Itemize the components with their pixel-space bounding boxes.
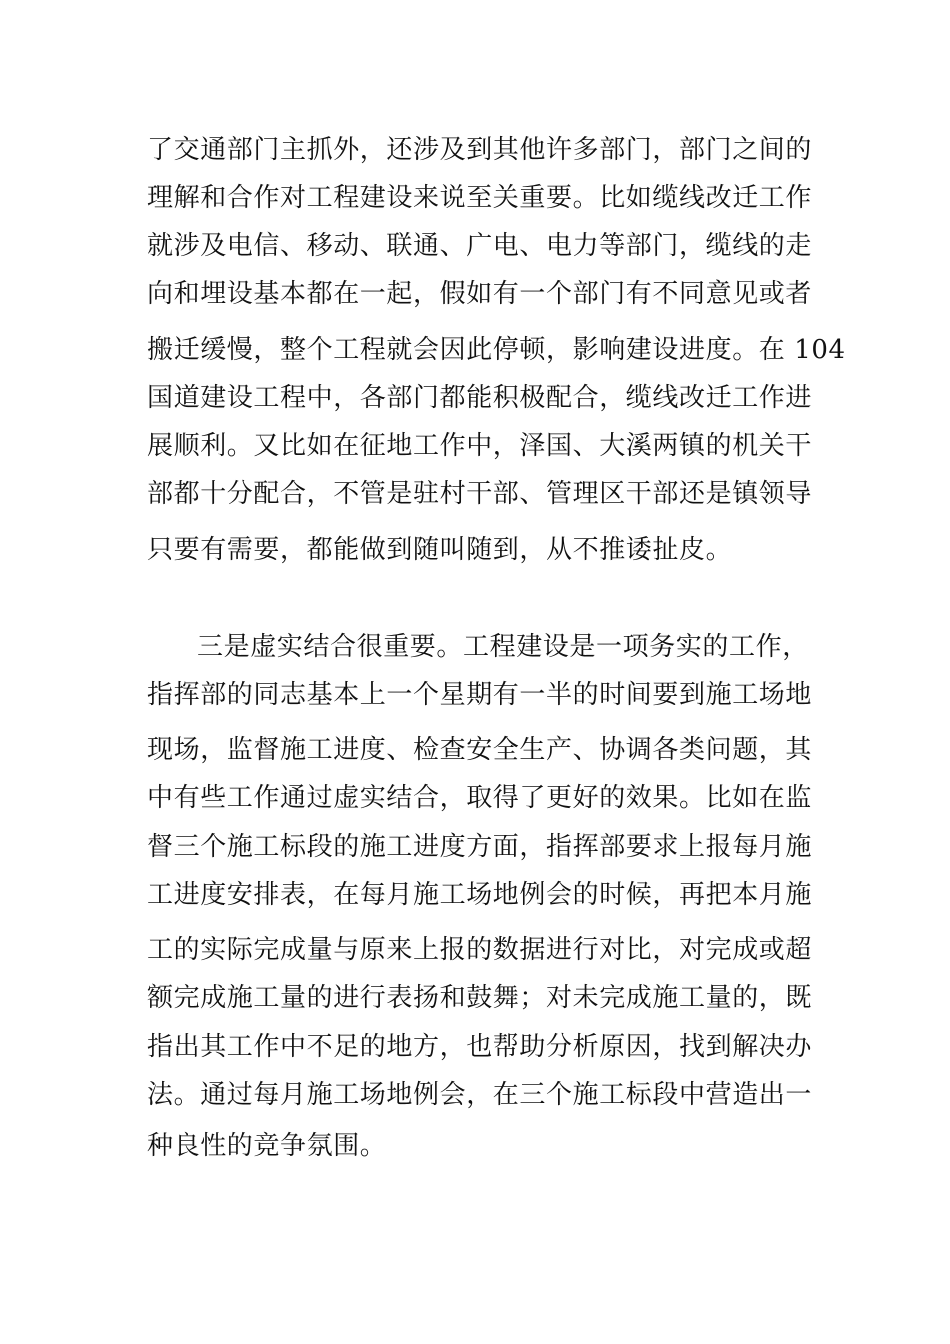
paragraph-1-line-1: 了交通部门主抓外，还涉及到其他许多部门，部门之间的: [147, 135, 813, 165]
paragraph-2-line-2: 指挥部的同志基本上一个星期有一半的时间要到施工场地: [147, 680, 813, 710]
paragraph-1-line-5: 搬迁缓慢，整个工程就会因此停顿，影响建设进度。在 104: [147, 335, 846, 365]
paragraph-2-line-7: 工的实际完成量与原来上报的数据进行对比，对完成或超: [147, 935, 813, 965]
paragraph-2-line-9: 指出其工作中不足的地方，也帮助分析原因，找到解决办: [147, 1032, 813, 1062]
paragraph-2-line-3: 现场，监督施工进度、检查安全生产、协调各类问题，其: [147, 735, 813, 765]
paragraph-1-line-4: 向和埋设基本都在一起，假如有一个部门有不同意见或者: [147, 279, 813, 309]
paragraph-1-line-3: 就涉及电信、移动、联通、广电、电力等部门，缆线的走: [147, 231, 813, 261]
paragraph-1-line-9: 只要有需要，都能做到随叫随到，从不推诿扯皮。: [147, 535, 733, 565]
paragraph-2-line-6: 工进度安排表，在每月施工场地例会的时候，再把本月施: [147, 880, 813, 910]
paragraph-1-line-2: 理解和合作对工程建设来说至关重要。比如缆线改迁工作: [147, 183, 813, 213]
paragraph-1-line-8: 部都十分配合，不管是驻村干部、管理区干部还是镇领导: [147, 479, 813, 509]
paragraph-2-line-8: 额完成施工量的进行表扬和鼓舞；对未完成施工量的，既: [147, 983, 813, 1013]
paragraph-2-line-10: 法。通过每月施工场地例会，在三个施工标段中营造出一: [147, 1080, 813, 1110]
paragraph-2-line-4: 中有些工作通过虚实结合，取得了更好的效果。比如在监: [147, 783, 813, 813]
paragraph-1-line-6: 国道建设工程中，各部门都能积极配合，缆线改迁工作进: [147, 383, 813, 413]
paragraph-2-line-1: 三是虚实结合很重要。工程建设是一项务实的工作，: [197, 632, 809, 662]
paragraph-2-line-5: 督三个施工标段的施工进度方面，指挥部要求上报每月施: [147, 832, 813, 862]
paragraph-1-line-7: 展顺利。又比如在征地工作中，泽国、大溪两镇的机关干: [147, 431, 813, 461]
paragraph-2-line-11: 种良性的竞争氛围。: [147, 1131, 387, 1161]
